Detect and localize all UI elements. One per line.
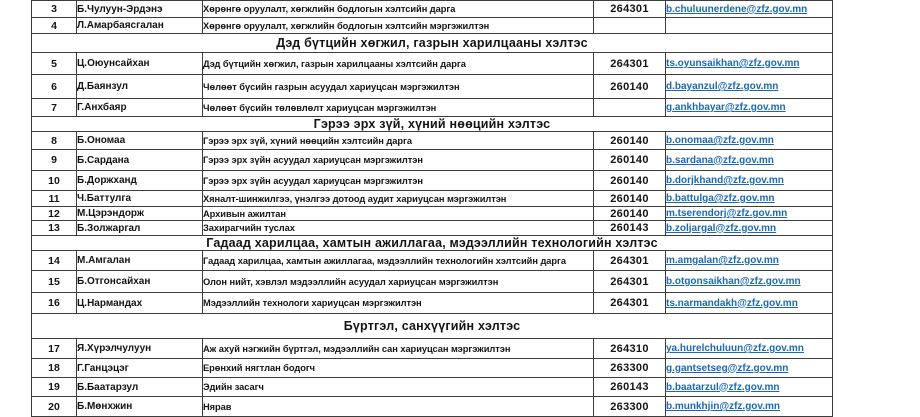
job-title: Аж ахуй нэгжийн бүртгэл, мэдээллийн сан хариуцсан мэргэжилтэн <box>203 339 594 359</box>
phone-number: 263300 <box>594 359 666 378</box>
email-cell <box>666 132 833 150</box>
email-link[interactable]: b.otgonsaikhan@zfz.gov.mn <box>666 276 801 287</box>
table-row <box>32 378 833 397</box>
section-title: Гэрээ эрх зүй, хүний нөөцийн хэлтэс <box>32 117 833 132</box>
job-title: Архивын ажилтан <box>203 207 594 221</box>
employee-name: М.Цэрэндорж <box>77 207 203 221</box>
email-cell <box>666 99 833 117</box>
row-number: 14 <box>32 251 77 271</box>
employee-name: Л.Амарбаясгалан <box>77 18 203 34</box>
row-number: 9 <box>32 150 77 171</box>
phone-number: 264301 <box>594 53 666 75</box>
staff-table-body <box>32 1 833 417</box>
row-number: 10 <box>32 171 77 191</box>
employee-name: Б.Золжаргал <box>77 221 203 236</box>
table-row <box>32 251 833 271</box>
phone-number: 264310 <box>594 339 666 359</box>
email-cell <box>666 378 833 397</box>
phone-number: 264301 <box>594 293 666 314</box>
employee-name: Ц.Нармандах <box>77 293 203 314</box>
table-row <box>32 53 833 75</box>
phone-number: 260140 <box>594 75 666 99</box>
email-cell <box>666 18 833 34</box>
table-row <box>32 1 833 18</box>
job-title: Гэрээ эрх зүйн асуудал хариуцсан мэргэжилтэн <box>203 171 594 191</box>
table-row <box>32 293 833 314</box>
email-link[interactable]: g.ankhbayar@zfz.gov.mn <box>666 102 786 113</box>
employee-name: Б.Баатарзул <box>77 378 203 397</box>
table-row <box>32 18 833 34</box>
employee-name: Ч.Баттулга <box>77 191 203 207</box>
email-cell <box>666 271 833 293</box>
email-cell <box>666 171 833 191</box>
row-number: 17 <box>32 339 77 359</box>
section-header-row <box>32 117 833 132</box>
email-link[interactable]: m.amgalan@zfz.gov.mn <box>666 255 779 266</box>
table-row <box>32 132 833 150</box>
row-number: 7 <box>32 99 77 117</box>
table-row <box>32 397 833 417</box>
table-row <box>32 221 833 236</box>
job-title: Чөлөөт бүсийн газрын асуудал хариуцсан мэргэжилтэн <box>203 75 594 99</box>
employee-name: Б.Доржханд <box>77 171 203 191</box>
phone-number: 260140 <box>594 207 666 221</box>
email-link[interactable]: g.gantsetseg@zfz.gov.mn <box>666 362 789 374</box>
email-link[interactable]: m.tserendorj@zfz.gov.mn <box>666 208 788 219</box>
email-cell <box>666 221 833 236</box>
email-cell <box>666 53 833 75</box>
email-cell <box>666 251 833 271</box>
email-cell <box>666 150 833 171</box>
email-link[interactable]: ya.hurelchuluun@zfz.gov.mn <box>666 343 804 354</box>
email-link[interactable]: b.battulga@zfz.gov.mn <box>666 193 775 204</box>
table-row <box>32 339 833 359</box>
row-number: 4 <box>32 18 77 34</box>
employee-name: Я.Хүрэлчулуун <box>77 339 203 359</box>
email-link[interactable]: ts.narmandakh@zfz.gov.mn <box>666 297 798 309</box>
job-title: Дэд бүтцийн хөгжил, газрын харилцааны хэлтсийн дарга <box>203 53 594 75</box>
email-link[interactable]: b.zoljargal@zfz.gov.mn <box>666 222 777 234</box>
phone-number: 260143 <box>594 378 666 397</box>
table-row <box>32 75 833 99</box>
section-title: Бүртгэл, санхүүгийн хэлтэс <box>32 314 833 339</box>
email-cell <box>666 293 833 314</box>
phone-number: 264301 <box>594 251 666 271</box>
section-header-row <box>32 34 833 53</box>
phone-number: 260140 <box>594 171 666 191</box>
row-number: 5 <box>32 53 77 75</box>
job-title: Хөрөнгө оруулалт, хөгжлийн бодлогын хэлтсийн мэргэжилтэн <box>203 18 594 34</box>
job-title: Мэдээллийн технологи хариуцсан мэргэжилтэн <box>203 293 594 314</box>
employee-name: Б.Мөнхжин <box>77 397 203 417</box>
table-row <box>32 171 833 191</box>
email-cell <box>666 359 833 378</box>
employee-name: Б.Чулуун-Эрдэнэ <box>77 1 203 18</box>
phone-number: 260140 <box>594 132 666 150</box>
email-cell <box>666 1 833 18</box>
email-cell <box>666 397 833 417</box>
row-number: 3 <box>32 1 77 18</box>
staff-directory-table <box>31 0 833 417</box>
email-link[interactable]: b.baatarzul@zfz.gov.mn <box>666 381 780 393</box>
job-title: Хяналт-шинжилгээ, үнэлгээ дотоод аудит хариуцсан мэргэжилтэн <box>203 191 594 207</box>
job-title: Хөрөнгө оруулалт, хөгжлийн бодлогын хэлтсийн дарга <box>203 1 594 18</box>
section-title: Гадаад харилцаа, хамтын ажиллагаа, мэдээллийн технологийн хэлтэс <box>32 236 833 251</box>
employee-name: Г.Ганцэцэг <box>77 359 203 378</box>
job-title: Чөлөөт бүсийн төлөвлөлт хариуцсан мэргэжилтэн <box>203 99 594 117</box>
email-cell <box>666 75 833 99</box>
row-number: 12 <box>32 207 77 221</box>
section-header-row <box>32 236 833 251</box>
row-number: 6 <box>32 75 77 99</box>
email-link[interactable]: ts.oyunsaikhan@zfz.gov.mn <box>666 58 800 69</box>
job-title: Гэрээ эрх зүй, хүний нөөцийн хэлтсийн дарга <box>203 132 594 150</box>
employee-name: Б.Ономаа <box>77 132 203 150</box>
table-row <box>32 359 833 378</box>
table-row <box>32 99 833 117</box>
phone-number <box>594 18 666 34</box>
employee-name: Г.Анхбаяр <box>77 99 203 117</box>
phone-number: 260143 <box>594 221 666 236</box>
table-row <box>32 207 833 221</box>
employee-name: М.Амгалан <box>77 251 203 271</box>
job-title: Ерөнхий нягтлан бодогч <box>203 359 594 378</box>
row-number: 19 <box>32 378 77 397</box>
phone-number: 264301 <box>594 1 666 18</box>
row-number: 8 <box>32 132 77 150</box>
job-title: Гэрээ эрх зүйн асуудал хариуцсан мэргэжилтэн <box>203 150 594 171</box>
employee-name: Ц.Оюунсайхан <box>77 53 203 75</box>
phone-number <box>594 99 666 117</box>
table-row <box>32 191 833 207</box>
row-number: 11 <box>32 191 77 207</box>
email-link[interactable]: b.onomaa@zfz.gov.mn <box>666 135 774 146</box>
phone-number: 260140 <box>594 191 666 207</box>
employee-name: Д.Баянзул <box>77 75 203 99</box>
table-row <box>32 150 833 171</box>
row-number: 18 <box>32 359 77 378</box>
email-link[interactable]: b.munkhjin@zfz.gov.mn <box>666 401 781 412</box>
table-row <box>32 271 833 293</box>
row-number: 16 <box>32 293 77 314</box>
email-cell <box>666 191 833 207</box>
email-link[interactable]: b.sardana@zfz.gov.mn <box>666 154 774 166</box>
phone-number: 263300 <box>594 397 666 417</box>
section-title: Дэд бүтцийн хөгжил, газрын харилцааны хэлтэс <box>32 34 833 53</box>
phone-number: 264301 <box>594 271 666 293</box>
phone-number: 260140 <box>594 150 666 171</box>
job-title: Захирагчийн туслах <box>203 221 594 236</box>
job-title: Олон нийт, хэвлэл мэдээллийн асуудал хариуцсан мэргэжилтэн <box>203 271 594 293</box>
employee-name: Б.Сардана <box>77 150 203 171</box>
row-number: 15 <box>32 271 77 293</box>
email-cell <box>666 207 833 221</box>
job-title: Эдийн засагч <box>203 378 594 397</box>
row-number: 20 <box>32 397 77 417</box>
job-title: Гадаад харилцаа, хамтын ажиллагаа, мэдээллийн технологийн хэлтсийн дарга <box>203 251 594 271</box>
row-number: 13 <box>32 221 77 236</box>
section-header-row <box>32 314 833 339</box>
email-link[interactable]: d.bayanzul@zfz.gov.mn <box>666 81 779 92</box>
email-link[interactable]: b.chuluunerdene@zfz.gov.mn <box>666 3 808 15</box>
employee-name: Б.Отгонсайхан <box>77 271 203 293</box>
email-link[interactable]: b.dorjkhand@zfz.gov.mn <box>666 175 784 186</box>
job-title: Нярав <box>203 397 594 417</box>
email-cell <box>666 339 833 359</box>
